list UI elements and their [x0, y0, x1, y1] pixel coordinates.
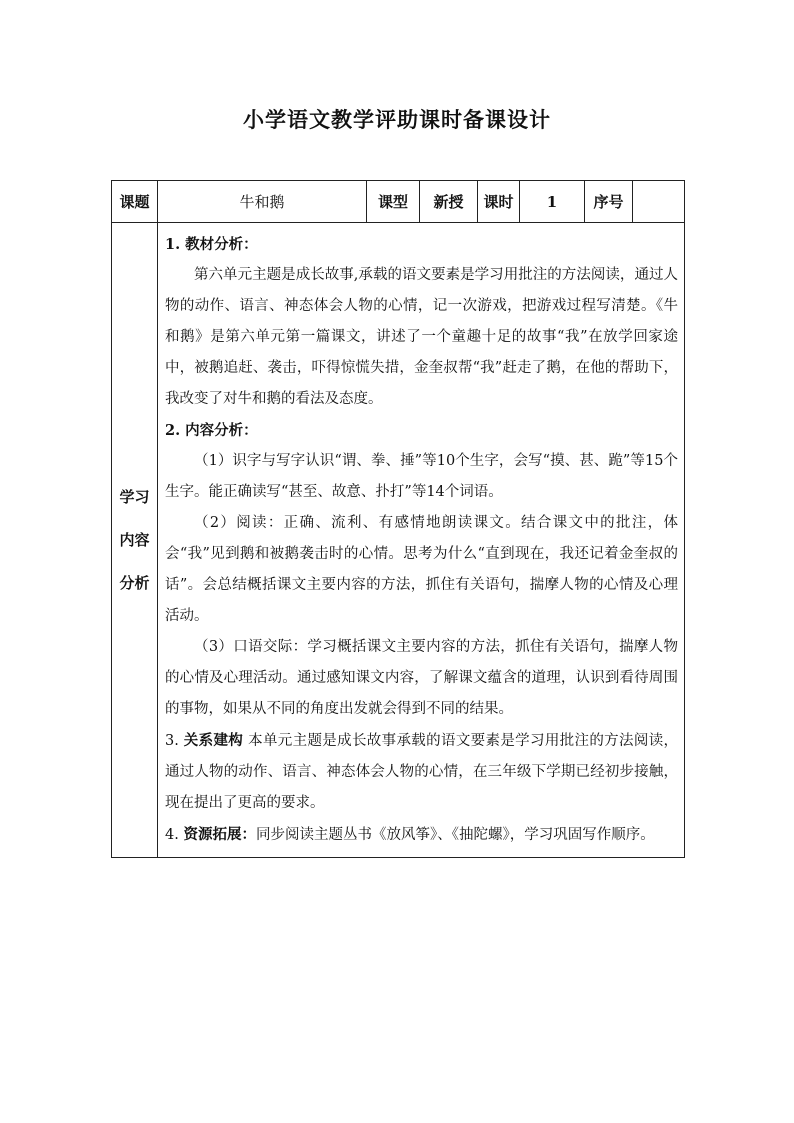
lesson-plan-table — [111, 180, 685, 858]
item2-paragraph-1: （1）识字与写字认识“谓、拳、捶”等10个生字，会写“摸、甚、跪”等15个生字。能正确读写“甚至、故意、扑打”等14个词语。 — [165, 453, 678, 500]
item4-heading: 资源拓展： — [183, 826, 256, 843]
item2-paragraph-3: （3）口语交际：学习概括课文主要内容的方法，抓住有关语句，揣摩人物的心情及心理活动。通过感知课文内容，了解课文蕴含的道理，认识到看待周围的事物，如果从不同的角度出发就会得到不同的结果。 — [165, 639, 678, 717]
item2-heading: 2. 内容分析： — [165, 422, 258, 439]
topic-value: 牛和鹅 — [158, 181, 367, 223]
section-content — [158, 223, 685, 858]
topic-label: 课题 — [112, 181, 158, 223]
item3-text: 本单元主题是成长故事承载的语文要素是学习用批注的方法阅读，通过人物的动作、语言、神态体会人物的心情，在三年级下学期已经初步接触，现在提出了更高的要求。 — [165, 733, 679, 811]
item1-heading: 1. 教材分析： — [165, 236, 258, 253]
item3-heading: 关系建构 — [183, 732, 244, 749]
item4-number: 4. — [165, 827, 179, 843]
section-side-label — [112, 223, 158, 858]
item3-paragraph — [165, 725, 678, 819]
period-label: 课时 — [478, 181, 520, 223]
item4-paragraph — [165, 819, 678, 851]
seq-label: 序号 — [585, 181, 633, 223]
item1-paragraph: 第六单元主题是成长故事,承载的语文要素是学习用批注的方法阅读，通过人物的动作、语言、神态体会人物的心情，记一次游戏，把游戏过程写清楚。《牛和鹅》是第六单元第一篇课文，讲述了一个童趣十足的故事“我”在放学回家途中，被鹅追赶、袭击，吓得惊慌失措，金奎叔帮“我”赶走了鹅，在他的帮助下，我改变了对牛和鹅的看法及态度。 — [165, 267, 678, 407]
item4-text: 同步阅读主题丛书《放风筝》、《抽陀螺》，学习巩固写作顺序。 — [255, 827, 655, 843]
side-label-line-3: 分析 — [119, 573, 150, 592]
document-title: 小学语文教学评助课时备课设计 — [243, 107, 551, 132]
side-label-line-1: 学习 — [119, 487, 150, 506]
item3-number: 3. — [165, 733, 179, 749]
header-row — [112, 181, 685, 223]
type-label: 课型 — [367, 181, 420, 223]
item2-paragraph-2: （2）阅读：正确、流利、有感情地朗读课文。结合课文中的批注，体会“我”见到鹅和被鹅袭击时的心情。思考为什么“直到现在，我还记着金奎叔的话”。会总结概括课文主要内容的方法，抓住有关语句，揣摩人物的心情及心理活动。 — [165, 515, 678, 624]
type-value: 新授 — [420, 181, 478, 223]
period-value: 1 — [520, 181, 585, 223]
side-label-line-2: 内容 — [119, 530, 150, 549]
content-row — [112, 223, 685, 858]
seq-value — [633, 181, 685, 223]
